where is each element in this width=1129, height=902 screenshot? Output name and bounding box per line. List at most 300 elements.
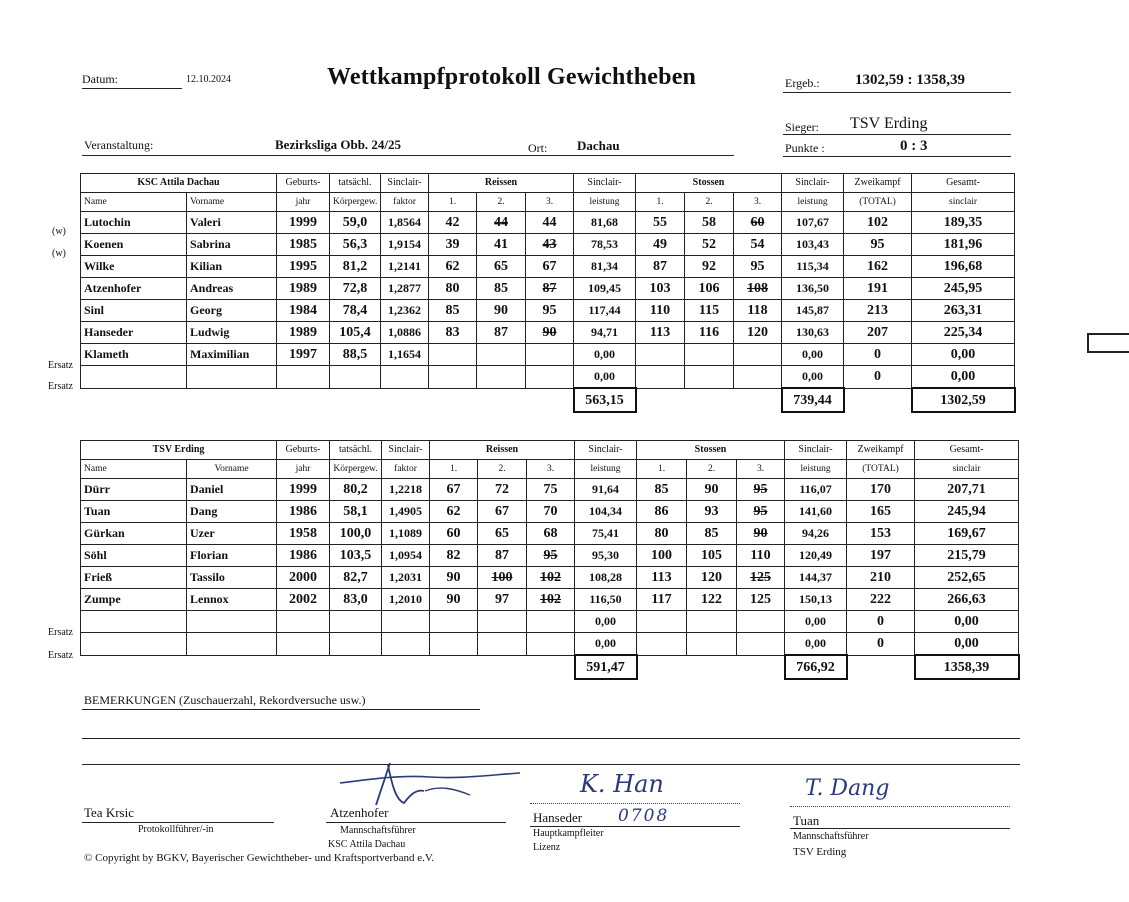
athlete-overall: 252,65 <box>915 567 1019 589</box>
cj-sinclair: 0,00 <box>785 611 847 633</box>
athlete-overall: 0,00 <box>915 633 1019 656</box>
snatch-sinclair: 78,53 <box>574 234 636 256</box>
athlete-name: Klameth <box>81 344 187 366</box>
cj-2 <box>687 611 737 633</box>
snatch-1: 90 <box>430 567 478 589</box>
cj-sinclair: 94,26 <box>785 523 847 545</box>
snatch-1 <box>430 611 478 633</box>
col-factor-top: Sinclair- <box>382 441 430 460</box>
athlete-weight: 81,2 <box>330 256 381 278</box>
athlete-weight: 82,7 <box>330 567 382 589</box>
cj-1: 113 <box>637 567 687 589</box>
athlete-row <box>81 611 1019 633</box>
cj-1: 85 <box>637 479 687 501</box>
athlete-name: Hanseder <box>81 322 187 344</box>
cj-1: 49 <box>636 234 685 256</box>
athlete-firstname: Ludwig <box>187 322 277 344</box>
athlete-row <box>81 234 1015 256</box>
col-birth-bottom: jahr <box>277 193 330 212</box>
athlete-overall: 189,35 <box>912 212 1015 234</box>
athlete-firstname: Florian <box>187 545 277 567</box>
event-value: Bezirksliga Obb. 24/25 <box>275 137 402 152</box>
col-c3: 3. <box>734 193 782 212</box>
snatch-3: 75 <box>527 479 575 501</box>
athlete-year: 2002 <box>277 589 330 611</box>
away-captain-line <box>790 828 1010 829</box>
athlete-row <box>81 344 1015 366</box>
cj-sinclair: 0,00 <box>782 344 844 366</box>
athlete-name: Koenen <box>81 234 187 256</box>
home-captain-name: Atzenhofer <box>330 805 389 820</box>
snatch-2 <box>478 633 527 656</box>
cj-sinclair: 120,49 <box>785 545 847 567</box>
athlete-weight <box>330 366 381 389</box>
athlete-row <box>81 567 1019 589</box>
col-csinclair-bottom: leistung <box>785 460 847 479</box>
athlete-weight: 59,0 <box>330 212 381 234</box>
col-ssinclair-bottom: leistung <box>574 193 636 212</box>
athlete-weight: 80,2 <box>330 479 382 501</box>
athlete-total: 153 <box>847 523 915 545</box>
athlete-factor: 1,2362 <box>381 300 429 322</box>
col-ssinclair-bottom: leistung <box>575 460 637 479</box>
athlete-year <box>277 611 330 633</box>
athlete-total: 165 <box>847 501 915 523</box>
cj-3: 90 <box>737 523 785 545</box>
col-c3: 3. <box>737 460 785 479</box>
sum-snatch-sinclair: 563,15 <box>574 388 636 412</box>
snatch-sinclair: 91,64 <box>575 479 637 501</box>
sum-overall: 1302,59 <box>912 388 1015 412</box>
col-ssinclair-top: Sinclair- <box>575 441 637 460</box>
snatch-2 <box>477 366 526 389</box>
athlete-firstname <box>187 611 277 633</box>
athlete-row <box>81 501 1019 523</box>
snatch-2 <box>477 344 526 366</box>
athlete-total: 210 <box>847 567 915 589</box>
cj-3 <box>737 633 785 656</box>
athlete-row <box>81 256 1015 278</box>
col-name: Name <box>81 460 187 479</box>
col-weight-top: tatsächl. <box>330 174 381 193</box>
snatch-3: 44 <box>526 212 574 234</box>
cj-1: 80 <box>637 523 687 545</box>
cj-2 <box>685 344 734 366</box>
cj-1 <box>636 344 685 366</box>
col-s3: 3. <box>527 460 575 479</box>
col-name: Name <box>81 193 187 212</box>
snatch-sinclair: 94,71 <box>574 322 636 344</box>
tag-ersatz-2: Ersatz <box>48 381 73 392</box>
athlete-overall: 196,68 <box>912 256 1015 278</box>
sum-snatch-sinclair: 591,47 <box>575 655 637 679</box>
cj-2: 90 <box>687 479 737 501</box>
cj-3 <box>734 366 782 389</box>
athlete-name: Lutochin <box>81 212 187 234</box>
athlete-name: Sinl <box>81 300 187 322</box>
col-s1: 1. <box>429 193 477 212</box>
cj-1: 103 <box>636 278 685 300</box>
athlete-overall: 245,95 <box>912 278 1015 300</box>
cj-sinclair: 116,07 <box>785 479 847 501</box>
remarks-label: BEMERKUNGEN (Zuschauerzahl, Rekordversuche usw.) <box>84 693 366 707</box>
team-table-tsv <box>80 440 1020 680</box>
athlete-total: 207 <box>844 322 912 344</box>
athlete-row <box>81 633 1019 656</box>
cj-1 <box>636 366 685 389</box>
referee-license-number: 0708 <box>618 806 670 826</box>
snatch-3: 102 <box>527 567 575 589</box>
referee-license-label: Lizenz <box>533 842 561 853</box>
athlete-row <box>81 545 1019 567</box>
winner-underline <box>783 134 1011 135</box>
cj-3: 95 <box>737 479 785 501</box>
referee-role: Hauptkampfleiter <box>533 828 604 839</box>
snatch-1: 42 <box>429 212 477 234</box>
snatch-2 <box>478 611 527 633</box>
snatch-1 <box>429 344 477 366</box>
col-factor-bottom: faktor <box>382 460 430 479</box>
cj-1: 110 <box>636 300 685 322</box>
page-title: Wettkampfprotokoll Gewichtheben <box>327 64 697 90</box>
athlete-weight: 83,0 <box>330 589 382 611</box>
snatch-sinclair: 117,44 <box>574 300 636 322</box>
col-snatch: Reissen <box>430 441 575 460</box>
snatch-1: 82 <box>430 545 478 567</box>
col-ssinclair-top: Sinclair- <box>574 174 636 193</box>
snatch-3: 90 <box>526 322 574 344</box>
snatch-1: 62 <box>430 501 478 523</box>
snatch-1: 80 <box>429 278 477 300</box>
away-captain-name: Tuan <box>793 813 820 828</box>
cj-1 <box>637 633 687 656</box>
athlete-overall: 0,00 <box>915 611 1019 633</box>
keeper-role: Protokollführer/-in <box>138 824 214 835</box>
athlete-weight: 78,4 <box>330 300 381 322</box>
athlete-total: 0 <box>844 344 912 366</box>
athlete-row <box>81 589 1019 611</box>
athlete-overall: 215,79 <box>915 545 1019 567</box>
cj-1: 86 <box>637 501 687 523</box>
athlete-factor <box>382 633 430 656</box>
snatch-3: 70 <box>527 501 575 523</box>
athlete-firstname: Daniel <box>187 479 277 501</box>
cj-2 <box>685 366 734 389</box>
tag-ersatz-4: Ersatz <box>48 650 73 661</box>
cj-sinclair: 103,43 <box>782 234 844 256</box>
athlete-total: 102 <box>844 212 912 234</box>
athlete-weight: 88,5 <box>330 344 381 366</box>
athlete-factor: 1,1654 <box>381 344 429 366</box>
cj-1: 55 <box>636 212 685 234</box>
event-underline <box>82 155 734 156</box>
athlete-firstname: Georg <box>187 300 277 322</box>
athlete-year: 1995 <box>277 256 330 278</box>
col-csinclair-bottom: leistung <box>782 193 844 212</box>
team-name: TSV Erding <box>81 441 277 460</box>
col-overall-top: Gesamt- <box>912 174 1015 193</box>
col-csinclair-top: Sinclair- <box>782 174 844 193</box>
snatch-2: 41 <box>477 234 526 256</box>
col-total-bottom: (TOTAL) <box>844 193 912 212</box>
snatch-2: 100 <box>478 567 527 589</box>
cj-3: 125 <box>737 567 785 589</box>
result-underline <box>783 92 1011 93</box>
snatch-sinclair: 109,45 <box>574 278 636 300</box>
snatch-3: 87 <box>526 278 574 300</box>
athlete-name: Frieß <box>81 567 187 589</box>
athlete-year: 1986 <box>277 501 330 523</box>
athlete-factor: 1,2141 <box>381 256 429 278</box>
cj-sinclair: 107,67 <box>782 212 844 234</box>
cj-2: 116 <box>685 322 734 344</box>
cj-2: 85 <box>687 523 737 545</box>
away-captain-role: Mannschaftsführer <box>793 831 869 842</box>
athlete-total: 0 <box>847 633 915 656</box>
athlete-factor: 1,9154 <box>381 234 429 256</box>
event-label: Veranstaltung: <box>84 138 154 152</box>
home-captain-team: KSC Attila Dachau <box>328 839 406 850</box>
athlete-year: 1958 <box>277 523 330 545</box>
cj-3: 120 <box>734 322 782 344</box>
cj-3: 118 <box>734 300 782 322</box>
col-c2: 2. <box>685 193 734 212</box>
athlete-firstname: Tassilo <box>187 567 277 589</box>
snatch-1: 83 <box>429 322 477 344</box>
athlete-firstname: Valeri <box>187 212 277 234</box>
referee-dotted-line <box>530 803 740 804</box>
col-cj: Stossen <box>637 441 785 460</box>
cj-1: 117 <box>637 589 687 611</box>
athlete-factor: 1,0954 <box>382 545 430 567</box>
snatch-3: 67 <box>526 256 574 278</box>
athlete-name: Atzenhofer <box>81 278 187 300</box>
athlete-weight: 105,4 <box>330 322 381 344</box>
snatch-3: 95 <box>527 545 575 567</box>
snatch-3: 43 <box>526 234 574 256</box>
athlete-factor: 1,4905 <box>382 501 430 523</box>
snatch-3 <box>526 344 574 366</box>
snatch-1: 62 <box>429 256 477 278</box>
athlete-weight: 100,0 <box>330 523 382 545</box>
snatch-1: 85 <box>429 300 477 322</box>
col-total-bottom: (TOTAL) <box>847 460 915 479</box>
snatch-3 <box>526 366 574 389</box>
home-captain-line <box>326 822 506 823</box>
cj-1: 100 <box>637 545 687 567</box>
snatch-3 <box>527 611 575 633</box>
tag-ersatz-1: Ersatz <box>48 360 73 371</box>
tag-w-1: (w) <box>52 226 66 237</box>
referee-line <box>530 826 740 827</box>
points-value: 0 : 3 <box>900 138 928 154</box>
cj-sinclair: 141,60 <box>785 501 847 523</box>
away-signature-drawing: T. Dang <box>805 776 890 801</box>
cj-3: 125 <box>737 589 785 611</box>
athlete-factor: 1,2877 <box>381 278 429 300</box>
athlete-total: 0 <box>847 611 915 633</box>
athlete-total: 170 <box>847 479 915 501</box>
athlete-year: 2000 <box>277 567 330 589</box>
col-weight-bottom: Körpergew. <box>330 460 382 479</box>
athlete-total: 95 <box>844 234 912 256</box>
cj-sinclair: 0,00 <box>785 633 847 656</box>
col-cj: Stossen <box>636 174 782 193</box>
date-label: Datum: <box>82 72 118 86</box>
athlete-firstname: Kilian <box>187 256 277 278</box>
cj-2: 58 <box>685 212 734 234</box>
athlete-row <box>81 479 1019 501</box>
place-value: Dachau <box>577 138 620 153</box>
place-label: Ort: <box>528 141 548 155</box>
snatch-1: 39 <box>429 234 477 256</box>
athlete-firstname <box>187 633 277 656</box>
cj-2: 52 <box>685 234 734 256</box>
athlete-firstname: Sabrina <box>187 234 277 256</box>
away-captain-team: TSV Erding <box>793 846 847 858</box>
col-s2: 2. <box>478 460 527 479</box>
athlete-year: 1999 <box>277 479 330 501</box>
snatch-2: 90 <box>477 300 526 322</box>
athlete-weight: 56,3 <box>330 234 381 256</box>
athlete-weight: 72,8 <box>330 278 381 300</box>
sum-overall: 1358,39 <box>915 655 1019 679</box>
winner-label: Sieger: <box>785 120 819 134</box>
cj-2 <box>687 633 737 656</box>
snatch-2: 85 <box>477 278 526 300</box>
athlete-year: 1985 <box>277 234 330 256</box>
col-firstname: Vorname <box>187 193 277 212</box>
athlete-overall: 245,94 <box>915 501 1019 523</box>
date-underline <box>82 88 182 89</box>
cj-sinclair: 115,34 <box>782 256 844 278</box>
athlete-name: Gürkan <box>81 523 187 545</box>
athlete-name: Wilke <box>81 256 187 278</box>
col-birth-bottom: jahr <box>277 460 330 479</box>
snatch-sinclair: 81,68 <box>574 212 636 234</box>
athlete-name: Tuan <box>81 501 187 523</box>
cj-3 <box>734 344 782 366</box>
col-weight-bottom: Körpergew. <box>330 193 381 212</box>
tag-ersatz-3: Ersatz <box>48 627 73 638</box>
athlete-firstname <box>187 366 277 389</box>
snatch-1 <box>430 633 478 656</box>
snatch-sinclair: 116,50 <box>575 589 637 611</box>
athlete-firstname: Maximilian <box>187 344 277 366</box>
col-firstname: Vorname <box>187 460 277 479</box>
athlete-overall: 266,63 <box>915 589 1019 611</box>
snatch-2: 65 <box>478 523 527 545</box>
athlete-name: Zumpe <box>81 589 187 611</box>
athlete-row <box>81 300 1015 322</box>
cj-1 <box>637 611 687 633</box>
cj-2: 115 <box>685 300 734 322</box>
snatch-1: 90 <box>430 589 478 611</box>
snatch-3: 102 <box>527 589 575 611</box>
snatch-sinclair: 0,00 <box>574 366 636 389</box>
remarks-line-0 <box>82 709 480 710</box>
athlete-overall: 0,00 <box>912 344 1015 366</box>
keeper-name: Tea Krsic <box>84 805 134 820</box>
athlete-factor <box>382 611 430 633</box>
athlete-firstname: Uzer <box>187 523 277 545</box>
athlete-total: 162 <box>844 256 912 278</box>
snatch-2: 65 <box>477 256 526 278</box>
athlete-overall: 225,34 <box>912 322 1015 344</box>
athlete-factor: 1,8564 <box>381 212 429 234</box>
cj-1: 87 <box>636 256 685 278</box>
points-underline <box>783 156 1011 157</box>
referee-signature-drawing: K. Han <box>580 770 664 798</box>
col-birth-top: Geburts- <box>277 174 330 193</box>
col-s3: 3. <box>526 193 574 212</box>
col-birth-top: Geburts- <box>277 441 330 460</box>
points-label: Punkte : <box>785 141 825 155</box>
cj-2: 92 <box>685 256 734 278</box>
cj-sinclair: 150,13 <box>785 589 847 611</box>
athlete-total: 191 <box>844 278 912 300</box>
col-s1: 1. <box>430 460 478 479</box>
snatch-1 <box>429 366 477 389</box>
col-overall-bottom: sinclair <box>915 460 1019 479</box>
snatch-3: 95 <box>526 300 574 322</box>
cj-3: 95 <box>734 256 782 278</box>
athlete-row <box>81 322 1015 344</box>
cj-2: 106 <box>685 278 734 300</box>
col-total-top: Zweikampf <box>847 441 915 460</box>
col-total-top: Zweikampf <box>844 174 912 193</box>
snatch-2: 72 <box>478 479 527 501</box>
winner-value: TSV Erding <box>850 115 928 132</box>
athlete-factor: 1,2218 <box>382 479 430 501</box>
col-weight-top: tatsächl. <box>330 441 382 460</box>
col-overall-bottom: sinclair <box>912 193 1015 212</box>
athlete-name <box>81 366 187 389</box>
athlete-weight: 103,5 <box>330 545 382 567</box>
col-c1: 1. <box>636 193 685 212</box>
snatch-sinclair: 108,28 <box>575 567 637 589</box>
remarks-line-2 <box>82 764 1020 765</box>
athlete-row <box>81 366 1015 389</box>
snatch-2: 87 <box>478 545 527 567</box>
col-factor-bottom: faktor <box>381 193 429 212</box>
cj-2: 93 <box>687 501 737 523</box>
col-overall-top: Gesamt- <box>915 441 1019 460</box>
cj-3: 54 <box>734 234 782 256</box>
cj-sinclair: 130,63 <box>782 322 844 344</box>
athlete-name: Söhl <box>81 545 187 567</box>
cj-3: 108 <box>734 278 782 300</box>
away-dotted-line <box>790 806 1010 807</box>
athlete-overall: 181,96 <box>912 234 1015 256</box>
cj-3: 110 <box>737 545 785 567</box>
cj-3 <box>737 611 785 633</box>
snatch-2: 44 <box>477 212 526 234</box>
snatch-1: 60 <box>430 523 478 545</box>
snatch-sinclair: 75,41 <box>575 523 637 545</box>
remarks-line-1 <box>82 738 1020 739</box>
col-factor-top: Sinclair- <box>381 174 429 193</box>
athlete-factor <box>381 366 429 389</box>
cj-sinclair: 0,00 <box>782 366 844 389</box>
athlete-row <box>81 278 1015 300</box>
date-value: 12.10.2024 <box>186 74 231 85</box>
snatch-2: 87 <box>477 322 526 344</box>
cj-sinclair: 145,87 <box>782 300 844 322</box>
col-csinclair-top: Sinclair- <box>785 441 847 460</box>
athlete-total: 213 <box>844 300 912 322</box>
athlete-factor: 1,1089 <box>382 523 430 545</box>
